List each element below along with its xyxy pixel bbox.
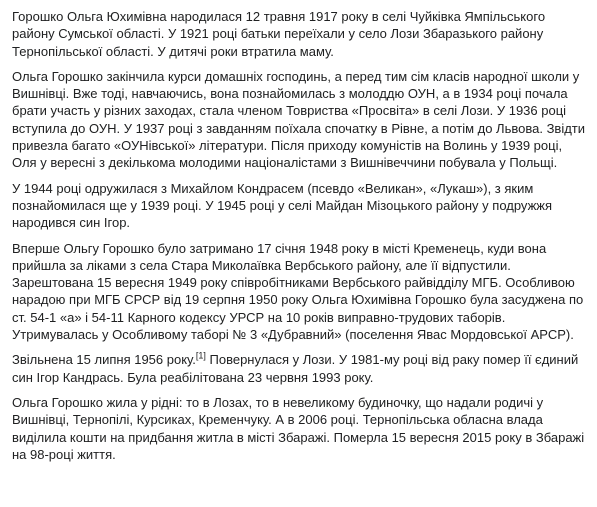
paragraph-birth: Горошко Ольга Юхимівна народилася 12 травня 1917 року в селі Чуйківка Ямпільського району Сумської області. У 1921 році батьки переїхали у село Лози Збаразького району Тернопільської області. У дитячі роки втратила маму. [12, 9, 546, 59]
release-text-start: Звільнена 15 липня 1956 року. [12, 352, 196, 368]
reference-link[interactable]: [1] [195, 351, 206, 362]
paragraph-later-life: Ольга Горошко жила у рідні: то в Лозах, то в невеликому будиночку, що надали родичі у Вишнівці, Тернопілі, Курсиках, Кременчуку. А в 2006 році. Тернопільська обласна влада виділила кошти на придбання житла в місті Збаражі. Померла 15 вересня 2015 року в Збаражі на 98-році життя. [12, 394, 585, 462]
paragraph-education: Ольга Горошко закінчила курси домашніх господинь, а перед тим сім класів народної школи у Вишнівці. Вже тоді, навчаючись, вона познайомилась з молоддю ОУН, а в 1934 році почала брати участь у різних заходах, стала членом Товриства «Просвіта» в селі Лози. У 1936 році вступила до ОУН. У 1937 році з завданням поїхала спочатку в Рівне, а потім до Львова. Звідти привезла багато «ОУНівської» літератури. Після приходу комуністів на Волинь у 1939 році, Оля у вересні з декількома молодими націоналістами з Вишнівеччини побувала у Польщі. [12, 68, 586, 171]
paragraph-arrest: Вперше Ольгу Горошко було затримано 17 січня 1948 року в місті Кременець, куди вона прийшла за ліками з села Стара Миколаївка Вербського району, але її відпустили. Зарештована 15 вересня 1949 року співробітниками Вербського райвідділу МГБ. Особливою нарадою при МГБ СРСР від 19 серпня 1950 року Ольга Юхимівна Горошко була засуджена по ст. 54-1 «а» і 54-11 Карного кодексу УРСР на 10 років виправно-трудових таборів. Утримувалась у Особливому таборі № 3 «Дубравний» (поселення Явас Мордовської АРСР). [12, 240, 584, 343]
release-text-end: Повернулася у Лози. У 1981-му році від раку помер її єдиний син Ігор Кандрась. Була реабілітована 23 червня 1993 року. [12, 352, 579, 385]
paragraph-release [12, 351, 587, 386]
paragraph-marriage: У 1944 році одружилася з Михайлом Кондрасем (псевдо «Великан», «Лукаш»), з яким познайомилася ще у 1939 році. У 1945 році у селі Майдан Мізоцького району у подружжя народився син Ігор. [12, 180, 553, 231]
